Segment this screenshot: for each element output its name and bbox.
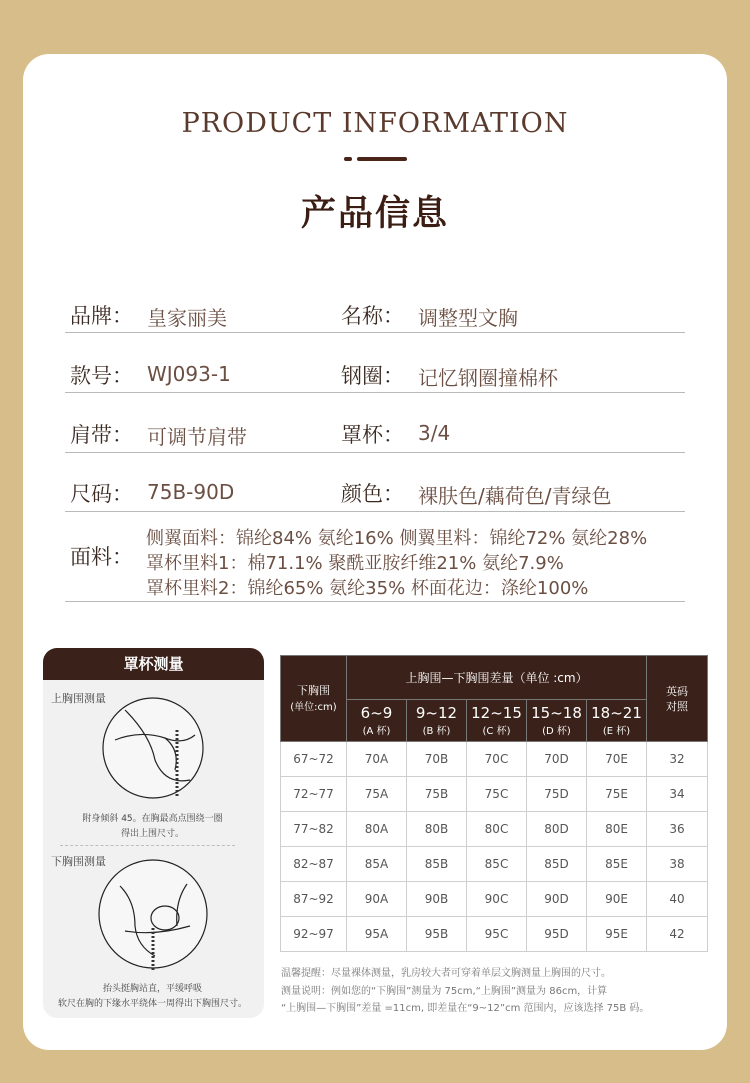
size-cell: 90B bbox=[407, 882, 467, 917]
size-cell: 75E bbox=[587, 777, 647, 812]
underwire-value: 记忆钢圈撞棉杯 bbox=[418, 366, 558, 390]
size-cell: 75A bbox=[347, 777, 407, 812]
header-text: 下胸围 bbox=[297, 683, 330, 697]
cup-letter: (B 杯) bbox=[422, 726, 451, 737]
under-bust-header bbox=[281, 656, 347, 742]
measure-note: 测量说明：例如您的“下胸围”测量为 75cm,“上胸围”测量为 86cm，计算 bbox=[281, 986, 608, 997]
uk-size-cell: 40 bbox=[647, 882, 708, 917]
table-row bbox=[281, 917, 708, 952]
size-cell: 85E bbox=[587, 847, 647, 882]
fabric-line: 侧翼面料：锦纶84% 氨纶16% 侧翼里料：锦纶72% 氨纶28% bbox=[146, 528, 648, 549]
cup-range: 9~12 bbox=[415, 704, 458, 722]
tip-note: 温馨提醒：尽量裸体测量，乳房较大者可穿着单层文胸测量上胸围的尺寸。 bbox=[281, 968, 611, 979]
underwire-label: 钢圈： bbox=[341, 364, 404, 388]
strap-label: 肩带： bbox=[70, 423, 133, 447]
size-cell: 75B bbox=[407, 777, 467, 812]
product-name-value: 调整型文胸 bbox=[418, 306, 518, 330]
color-value: 裸肤色/藕荷色/青绿色 bbox=[418, 484, 612, 508]
under-bust-illustration bbox=[95, 856, 215, 972]
strap-value: 可调节肩带 bbox=[147, 425, 247, 449]
title-decoration-bar bbox=[357, 157, 407, 161]
under-bust-cell: 82~87 bbox=[281, 847, 347, 882]
uk-size-cell: 42 bbox=[647, 917, 708, 952]
model-value: WJ093-1 bbox=[147, 362, 231, 386]
size-cell: 85D bbox=[527, 847, 587, 882]
upper-bust-caption bbox=[60, 812, 245, 842]
cup-type-value: 3/4 bbox=[418, 421, 451, 445]
size-label: 尺码： bbox=[70, 482, 133, 506]
fabric-line: 罩杯里料1：棉71.1% 聚酰亚胺纤维21% 氨纶7.9% bbox=[146, 553, 564, 574]
size-table bbox=[280, 655, 708, 952]
uk-size-header: 英码对照 bbox=[647, 656, 708, 742]
measure-note: “上胸围—下胸围”差量 =11cm, 即差量在“9~12”cm 范围内，应该选择 75B 码。 bbox=[281, 1003, 650, 1014]
under-bust-label: 下胸围测量 bbox=[51, 855, 106, 868]
size-cell: 90E bbox=[587, 882, 647, 917]
size-cell: 80D bbox=[527, 812, 587, 847]
size-cell: 80A bbox=[347, 812, 407, 847]
size-cell: 95D bbox=[527, 917, 587, 952]
size-cell: 70E bbox=[587, 742, 647, 777]
table-row bbox=[281, 777, 708, 812]
cup-column-header bbox=[587, 700, 647, 742]
caption-line: 抬头挺胸站直，平缓呼吸 bbox=[102, 984, 202, 994]
cup-range: 18~21 bbox=[591, 704, 642, 722]
info-row bbox=[65, 411, 685, 453]
cup-letter: (E 杯) bbox=[602, 726, 631, 737]
header-unit: (单位:cm) bbox=[290, 701, 337, 713]
cup-range: 6~9 bbox=[360, 704, 393, 722]
size-cell: 70B bbox=[407, 742, 467, 777]
upper-bust-label: 上胸围测量 bbox=[51, 692, 106, 705]
caption-line: 附身倾斜 45。在胸最高点围绕一圈 bbox=[82, 814, 223, 824]
page-title-en: PRODUCT INFORMATION bbox=[181, 108, 569, 139]
size-cell: 80E bbox=[587, 812, 647, 847]
cup-column-header bbox=[467, 700, 527, 742]
size-cell: 75D bbox=[527, 777, 587, 812]
cup-letter: (A 杯) bbox=[362, 726, 391, 737]
size-cell: 85B bbox=[407, 847, 467, 882]
info-row bbox=[65, 352, 685, 393]
size-cell: 95B bbox=[407, 917, 467, 952]
panel-divider bbox=[60, 845, 235, 846]
cup-type-label: 罩杯： bbox=[341, 423, 404, 447]
cup-range: 15~18 bbox=[531, 704, 582, 722]
fabric-line: 罩杯里料2：锦纶65% 氨纶35% 杯面花边：涤纶100% bbox=[146, 578, 589, 599]
caption-line: 得出上围尺寸。 bbox=[120, 829, 184, 839]
product-name-label: 名称： bbox=[341, 304, 404, 328]
under-bust-cell: 67~72 bbox=[281, 742, 347, 777]
caption-line: 软尺在胸的下缘水平绕体一周得出下胸围尺寸。 bbox=[57, 999, 247, 1009]
cup-column-header bbox=[407, 700, 467, 742]
table-row bbox=[281, 742, 708, 777]
cup-column-header bbox=[347, 700, 407, 742]
under-bust-cell: 87~92 bbox=[281, 882, 347, 917]
uk-size-cell: 32 bbox=[647, 742, 708, 777]
size-cell: 85A bbox=[347, 847, 407, 882]
cup-letter: (C 杯) bbox=[482, 726, 511, 737]
size-cell: 95A bbox=[347, 917, 407, 952]
size-cell: 90C bbox=[467, 882, 527, 917]
size-cell: 80B bbox=[407, 812, 467, 847]
brand-value: 皇家丽美 bbox=[147, 306, 227, 330]
size-cell: 90A bbox=[347, 882, 407, 917]
size-cell: 70C bbox=[467, 742, 527, 777]
table-row bbox=[281, 882, 708, 917]
upper-bust-illustration bbox=[95, 690, 215, 802]
under-bust-caption bbox=[45, 982, 260, 1012]
under-bust-cell: 92~97 bbox=[281, 917, 347, 952]
size-cell: 90D bbox=[527, 882, 587, 917]
size-cell: 85C bbox=[467, 847, 527, 882]
table-row bbox=[281, 812, 708, 847]
uk-size-cell: 38 bbox=[647, 847, 708, 882]
model-label: 款号： bbox=[70, 364, 133, 388]
under-bust-cell: 77~82 bbox=[281, 812, 347, 847]
difference-header: 上胸围—下胸围差量（单位 :cm） bbox=[347, 656, 647, 700]
info-row bbox=[65, 470, 685, 512]
fabric-label: 面料： bbox=[70, 545, 133, 569]
uk-size-cell: 34 bbox=[647, 777, 708, 812]
size-value: 75B-90D bbox=[147, 480, 235, 504]
size-cell: 80C bbox=[467, 812, 527, 847]
size-cell: 95C bbox=[467, 917, 527, 952]
cup-letter: (D 杯) bbox=[542, 726, 571, 737]
cup-range: 12~15 bbox=[471, 704, 522, 722]
size-cell: 70D bbox=[527, 742, 587, 777]
info-row bbox=[65, 292, 685, 333]
cup-measure-title: 罩杯测量 bbox=[43, 648, 264, 680]
size-cell: 70A bbox=[347, 742, 407, 777]
page-title-cn: 产品信息 bbox=[300, 194, 449, 234]
title-decoration-dot bbox=[344, 157, 352, 161]
under-bust-cell: 72~77 bbox=[281, 777, 347, 812]
table-row bbox=[281, 847, 708, 882]
cup-column-header bbox=[527, 700, 587, 742]
size-cell: 75C bbox=[467, 777, 527, 812]
size-cell: 95E bbox=[587, 917, 647, 952]
color-label: 颜色： bbox=[341, 482, 404, 506]
brand-label: 品牌： bbox=[70, 304, 133, 328]
uk-size-cell: 36 bbox=[647, 812, 708, 847]
